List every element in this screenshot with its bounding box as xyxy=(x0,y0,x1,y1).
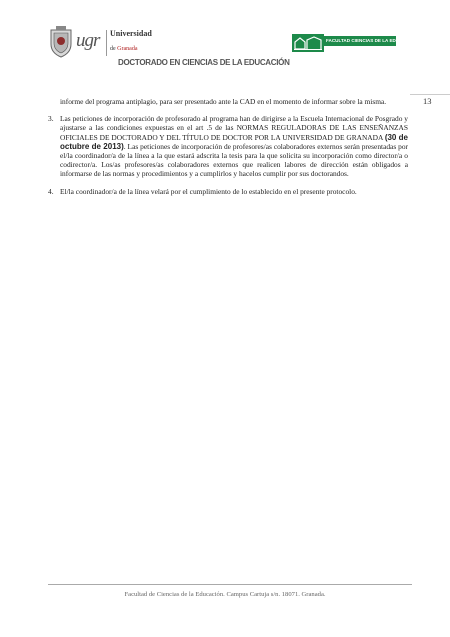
building-icon xyxy=(292,34,324,52)
list-item-text-continued: . Las peticiones de incorporación de profesores/as colaboradores externos serán presentadas por el/la coordinador/a de la línea a la que estará adscrita la tesis para la que solicita su incorporación como director/a o codirector/a. Los/as profesores/as colaboradores externos que realicen labores de dirección están obligados a informarse de las normas y procedimientos y a cumplirlos y hacelos cumplir por sus doctorandos. xyxy=(60,141,408,179)
document-body xyxy=(48,97,408,204)
list-item-number: 3. xyxy=(48,114,54,124)
list-item-text: Las peticiones de incorporación de profesorado al programa han de dirigirse a la Escuela Internacional de Posgrado y ajustarse a las condiciones expuestas en el art .5 de las NORMAS REGULADORAS DE LAS ENSEÑANZAS OFICIALES DE DOCTORADO Y DEL TÍTULO DE DOCTOR POR LA UNIVERSIDAD DE GRANADA xyxy=(60,114,408,142)
logo-divider xyxy=(106,30,107,56)
crest-icon xyxy=(48,26,74,58)
page-number: 13 xyxy=(423,96,432,106)
page-footer: Facultad de Ciencias de la Educación. Campus Cartuja s/n. 18071. Granada. xyxy=(124,591,326,598)
document-title: DOCTORADO EN CIENCIAS DE LA EDUCACIÓN xyxy=(118,58,290,67)
faculty-logo xyxy=(292,34,418,52)
footer-rule xyxy=(48,584,412,585)
paragraph-continuation: informe del programa antiplagio, para ser presentado ante la CAD en el momento de informar sobre la misma. xyxy=(60,97,387,106)
list-item-number: 4. xyxy=(48,186,54,196)
university-mark: ugr xyxy=(76,30,100,51)
university-name: Universidad xyxy=(110,29,152,38)
list-item-text: El/la coordinador/a de la línea velará por el cumplimiento de lo establecido en el presente protocolo. xyxy=(60,186,357,196)
university-logo xyxy=(48,26,198,60)
university-city: de Granada xyxy=(110,46,138,52)
page-header xyxy=(0,0,450,80)
list-item xyxy=(48,114,408,179)
faculty-logo-text: FACULTAD CIENCIAS DE LA EDUCACIÓN xyxy=(324,36,396,46)
list-item xyxy=(48,186,408,196)
page-number-rule xyxy=(410,94,450,95)
regulation-date: (30 de octubre de 2013) xyxy=(60,132,408,151)
